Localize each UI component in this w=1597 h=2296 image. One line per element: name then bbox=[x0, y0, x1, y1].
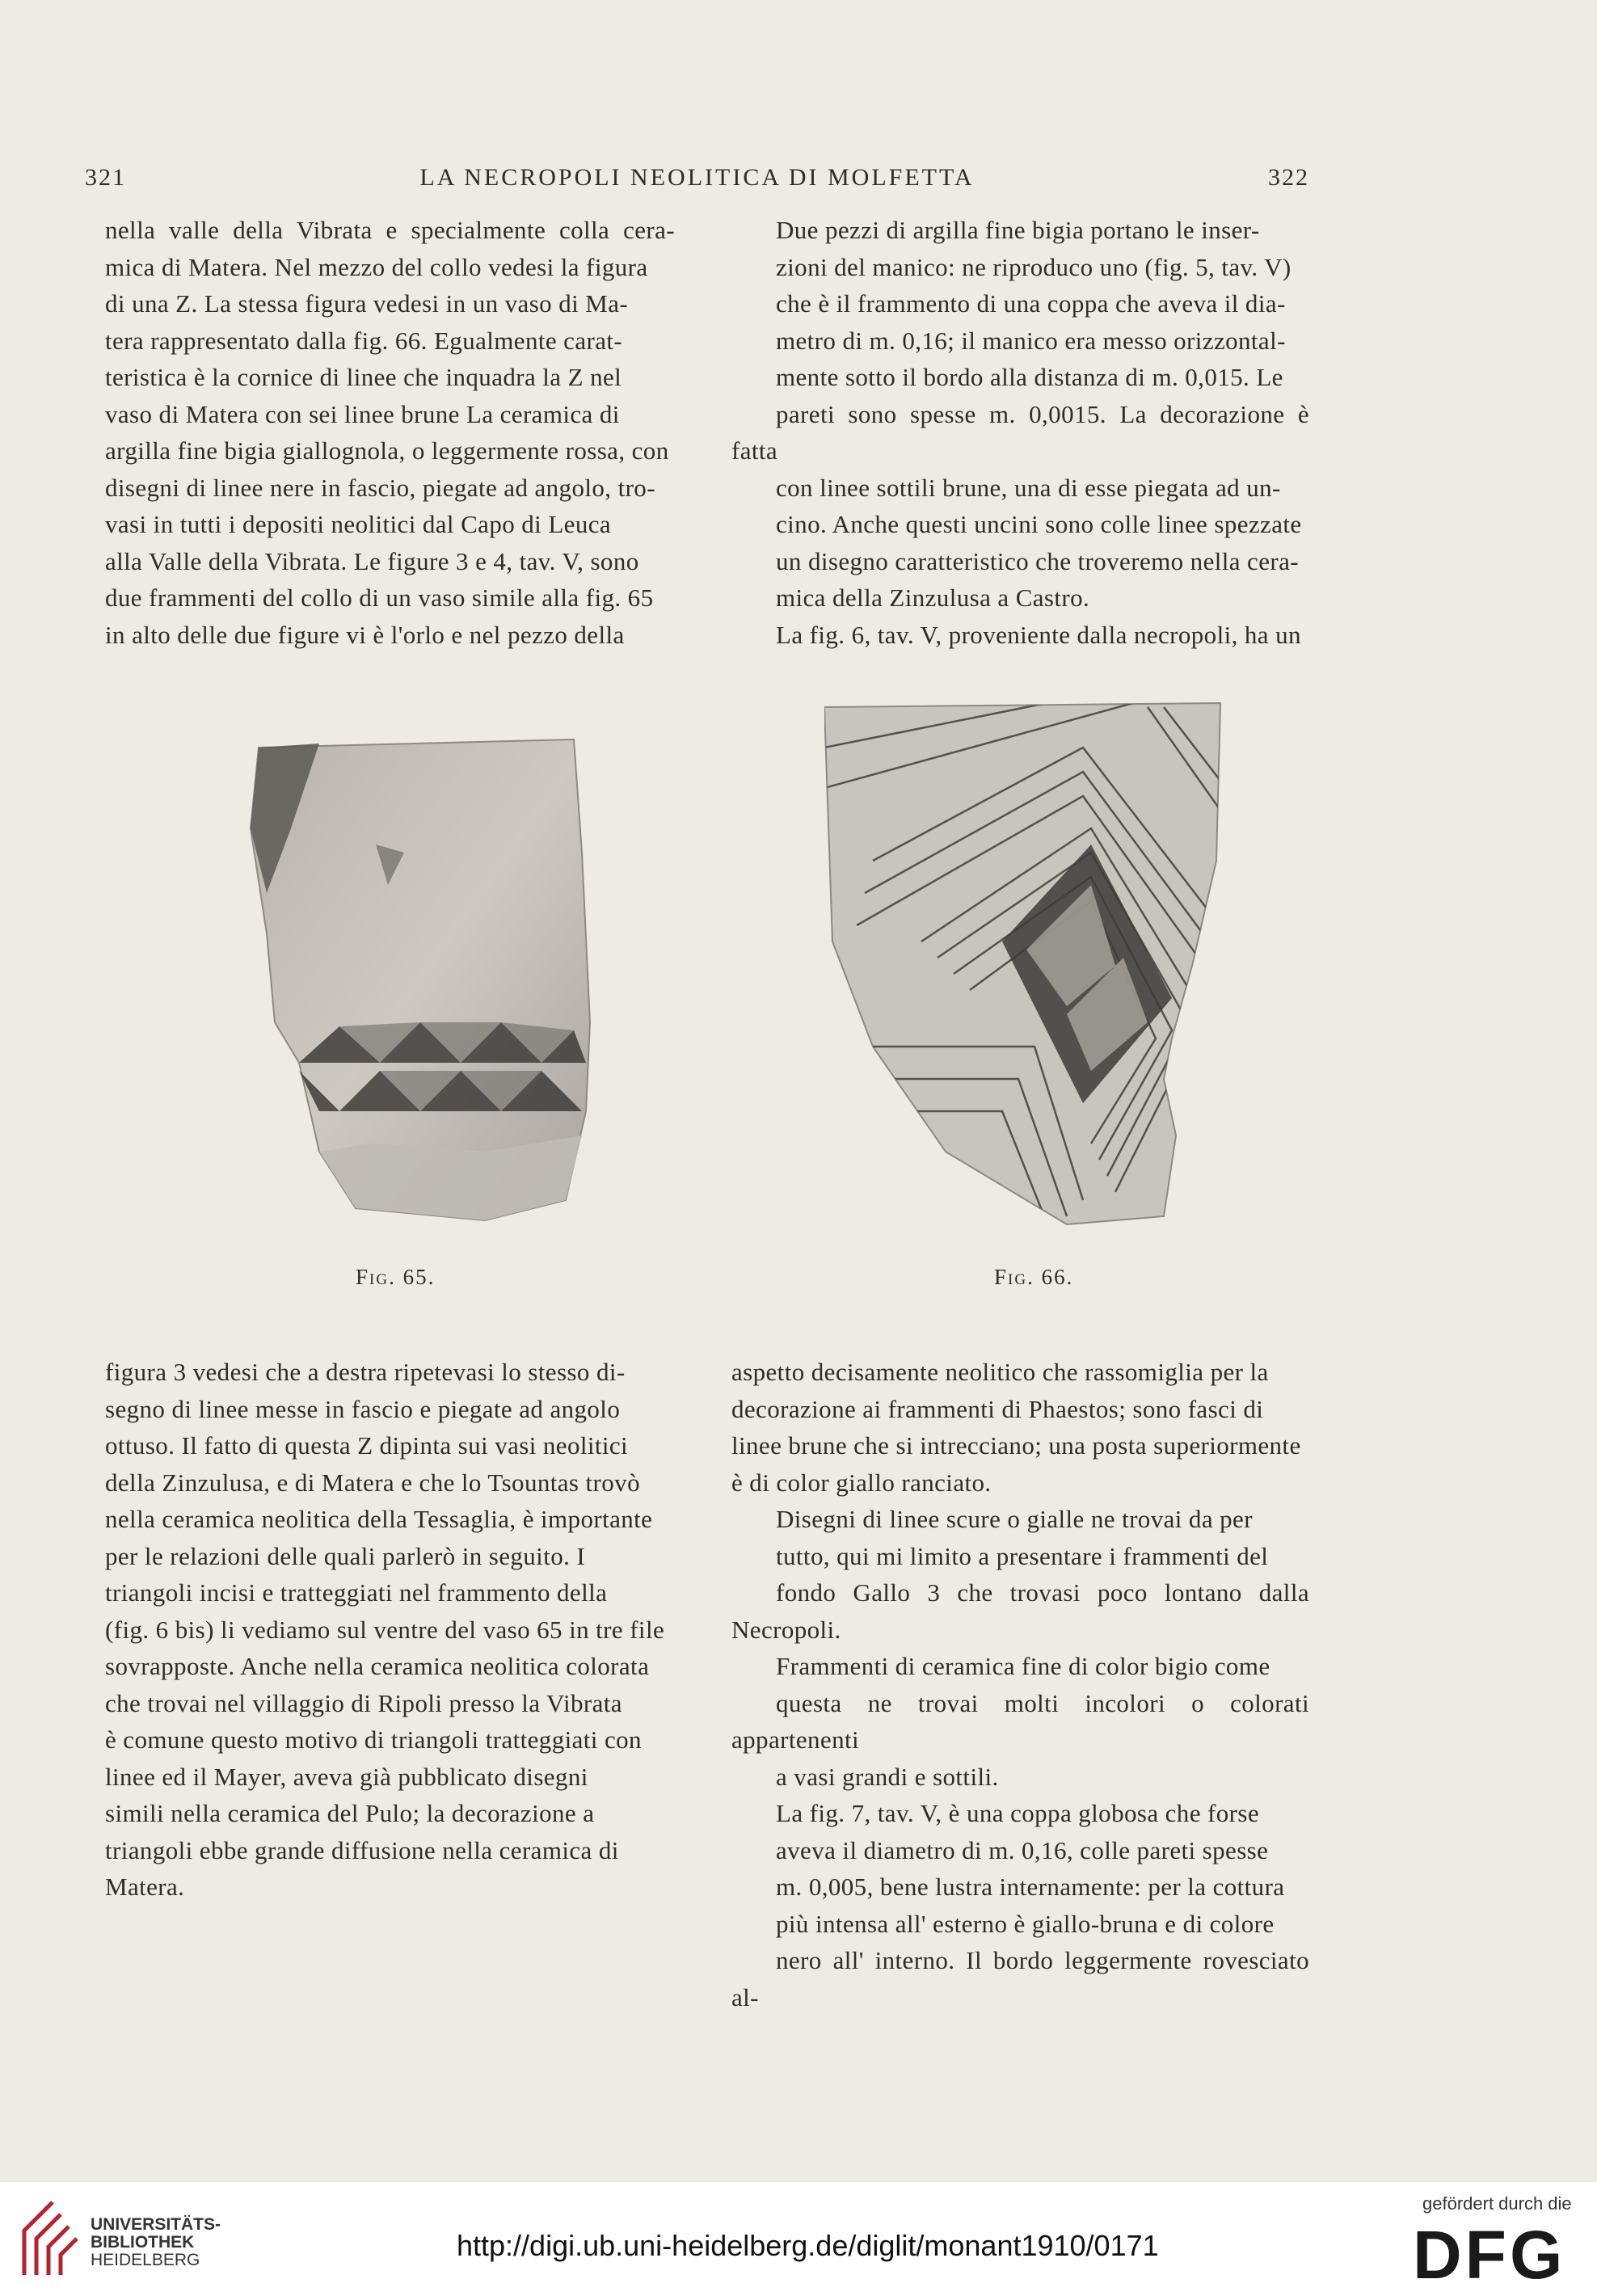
running-head bbox=[85, 164, 1309, 196]
library-name-line: BIBLIOTHEK bbox=[91, 2233, 195, 2252]
text-line: nero all' interno. Il bordo leggermente rovesciato al- bbox=[731, 1946, 1309, 2012]
text-line: nella valle della Vibrata e specialmente colla cera- bbox=[105, 216, 675, 244]
figure-66-pottery-fragment bbox=[824, 699, 1228, 1232]
text-line: mica di Matera. Nel mezzo del collo vedesi la figura bbox=[105, 252, 648, 281]
text-line: che è il frammento di una coppa che aveva il dia- bbox=[776, 289, 1286, 318]
paragraph bbox=[731, 617, 1309, 654]
paragraph bbox=[105, 212, 675, 653]
text-line: con linee sottili brune, una di esse piegata ad un- bbox=[776, 473, 1281, 502]
text-line: triangoli ebbe grande diffusione nella ceramica di bbox=[105, 1835, 619, 1864]
figure-65-caption: Fig. 65. bbox=[356, 1265, 436, 1289]
text-line: Matera. bbox=[105, 1873, 185, 1901]
text-line: per le relazioni delle quali parlerò in seguito. I bbox=[105, 1541, 586, 1570]
column-top-right bbox=[731, 212, 1309, 653]
library-emblem-icon bbox=[16, 2198, 81, 2279]
text-line: metro di m. 0,16; il manico era messo orizzontal- bbox=[776, 326, 1286, 355]
text-line: triangoli incisi e tratteggiati nel frammento della bbox=[105, 1578, 608, 1607]
text-line: simili nella ceramica del Pulo; la decorazione a bbox=[105, 1799, 595, 1827]
text-line: zioni del manico: ne riproduco uno (fig. 5, tav. V) bbox=[776, 252, 1292, 281]
text-line: decorazione ai frammenti di Phaestos; sono fasci di bbox=[731, 1394, 1264, 1423]
text-line: linee ed il Mayer, aveva già pubblicato disegni bbox=[105, 1762, 588, 1791]
library-name-line: UNIVERSITÄTS- bbox=[91, 2215, 221, 2234]
column-bottom-right bbox=[731, 1354, 1309, 2016]
text-line: aveva il diametro di m. 0,16, colle pareti spesse bbox=[776, 1835, 1269, 1864]
text-line: argilla fine bigia giallognola, o leggermente rossa, con bbox=[105, 436, 669, 465]
column-top-left bbox=[105, 212, 675, 653]
funder-label: gefördert durch die bbox=[1422, 2193, 1572, 2214]
library-name bbox=[91, 2216, 221, 2269]
library-name-line: HEIDELBERG bbox=[91, 2251, 200, 2269]
text-line: a vasi grandi e sottili. bbox=[776, 1762, 999, 1791]
paragraph bbox=[731, 1501, 1309, 1648]
text-line: Due pezzi di argilla fine bigia portano le inser- bbox=[776, 216, 1260, 244]
text-line: Frammenti di ceramica fine di color bigio come bbox=[776, 1652, 1270, 1680]
text-line: più intensa all' esterno è giallo-bruna e di colore bbox=[776, 1909, 1275, 1938]
text-line: due frammenti del collo di un vaso simile alla fig. 65 bbox=[105, 583, 654, 612]
viewer-footer bbox=[0, 2182, 1597, 2296]
text-line: ottuso. Il fatto di questa Z dipinta sui vasi neolitici bbox=[105, 1431, 629, 1460]
paragraph bbox=[105, 1354, 675, 1906]
figure-66-caption: Fig. 66. bbox=[994, 1265, 1074, 1289]
text-line: (fig. 6 bis) li vediamo sul ventre del vaso 65 in tre file bbox=[105, 1615, 665, 1644]
text-line: vaso di Matera con sei linee brune La ceramica di bbox=[105, 399, 620, 428]
text-line: mente sotto il bordo alla distanza di m. 0,015. Le bbox=[776, 363, 1283, 391]
permalink-url[interactable]: http://digi.ub.uni-heidelberg.de/diglit/monant1910/0171 bbox=[457, 2229, 1159, 2262]
text-line: mica della Zinzulusa a Castro. bbox=[776, 583, 1090, 612]
text-line: che trovai nel villaggio di Ripoli presso la Vibrata bbox=[105, 1688, 622, 1717]
paragraph bbox=[731, 1354, 1309, 1501]
text-line: in alto delle due figure vi è l'orlo e nel pezzo della bbox=[105, 620, 625, 649]
university-library-logo[interactable] bbox=[16, 2198, 226, 2279]
page-number-right: 322 bbox=[1268, 164, 1309, 191]
funder-name: DFG bbox=[1413, 2217, 1566, 2293]
column-bottom-left bbox=[105, 1354, 675, 1906]
text-line: vasi in tutti i depositi neolitici dal Capo di Leuca bbox=[105, 510, 612, 538]
text-line: pareti sono spesse m. 0,0015. La decorazione è fatta bbox=[731, 399, 1309, 465]
figure-65-pottery-fragment bbox=[242, 731, 663, 1224]
text-line: cino. Anche questi uncini sono colle linee spezzate bbox=[776, 510, 1302, 538]
text-line: Disegni di linee scure o gialle ne trovai da per bbox=[776, 1505, 1253, 1533]
running-title: LA NECROPOLI NEOLITICA DI MOLFETTA bbox=[419, 164, 975, 191]
text-line: figura 3 vedesi che a destra ripetevasi lo stesso di- bbox=[105, 1358, 626, 1386]
paragraph bbox=[731, 1795, 1309, 2016]
paragraph bbox=[731, 1648, 1309, 1795]
text-line: tera rappresentato dalla fig. 66. Egualmente carat- bbox=[105, 326, 623, 355]
text-line: aspetto decisamente neolitico che rassomiglia per la bbox=[731, 1358, 1269, 1386]
text-line: segno di linee messe in fascio e piegate ad angolo bbox=[105, 1394, 621, 1423]
text-line: nella ceramica neolitica della Tessaglia, è importante bbox=[105, 1505, 653, 1533]
text-line: alla Valle della Vibrata. Le figure 3 e 4, tav. V, sono bbox=[105, 546, 639, 575]
text-line: disegni di linee nere in fascio, piegate ad angolo, tro- bbox=[105, 473, 655, 502]
page-number-left: 321 bbox=[85, 164, 126, 191]
text-line: La fig. 6, tav. V, proveniente dalla necropoli, ha un bbox=[776, 620, 1301, 649]
text-line: teristica è la cornice di linee che inquadra la Z nel bbox=[105, 363, 622, 391]
text-line: linee brune che si intrecciano; una posta superiormente bbox=[731, 1431, 1301, 1460]
dfg-funder-logo[interactable] bbox=[1406, 2193, 1584, 2293]
text-line: tutto, qui mi limito a presentare i frammenti del bbox=[776, 1541, 1269, 1570]
text-line: questa ne trovai molti incolori o colorati appartenenti bbox=[731, 1688, 1309, 1754]
text-line: La fig. 7, tav. V, è una coppa globosa che forse bbox=[776, 1799, 1259, 1827]
paragraph bbox=[731, 212, 1309, 617]
text-line: m. 0,005, bene lustra internamente: per la cottura bbox=[776, 1873, 1285, 1901]
text-line: della Zinzulusa, e di Matera e che lo Tsountas trovò bbox=[105, 1468, 640, 1497]
text-line: sovrapposte. Anche nella ceramica neolitica colorata bbox=[105, 1652, 650, 1680]
text-line: è di color giallo ranciato. bbox=[731, 1468, 992, 1497]
text-line: fondo Gallo 3 che trovasi poco lontano dalla Necropoli. bbox=[731, 1578, 1309, 1644]
text-line: è comune questo motivo di triangoli tratteggiati con bbox=[105, 1725, 642, 1754]
text-line: un disegno caratteristico che troveremo nella cera- bbox=[776, 546, 1299, 575]
text-line: di una Z. La stessa figura vedesi in un vaso di Ma- bbox=[105, 289, 629, 318]
